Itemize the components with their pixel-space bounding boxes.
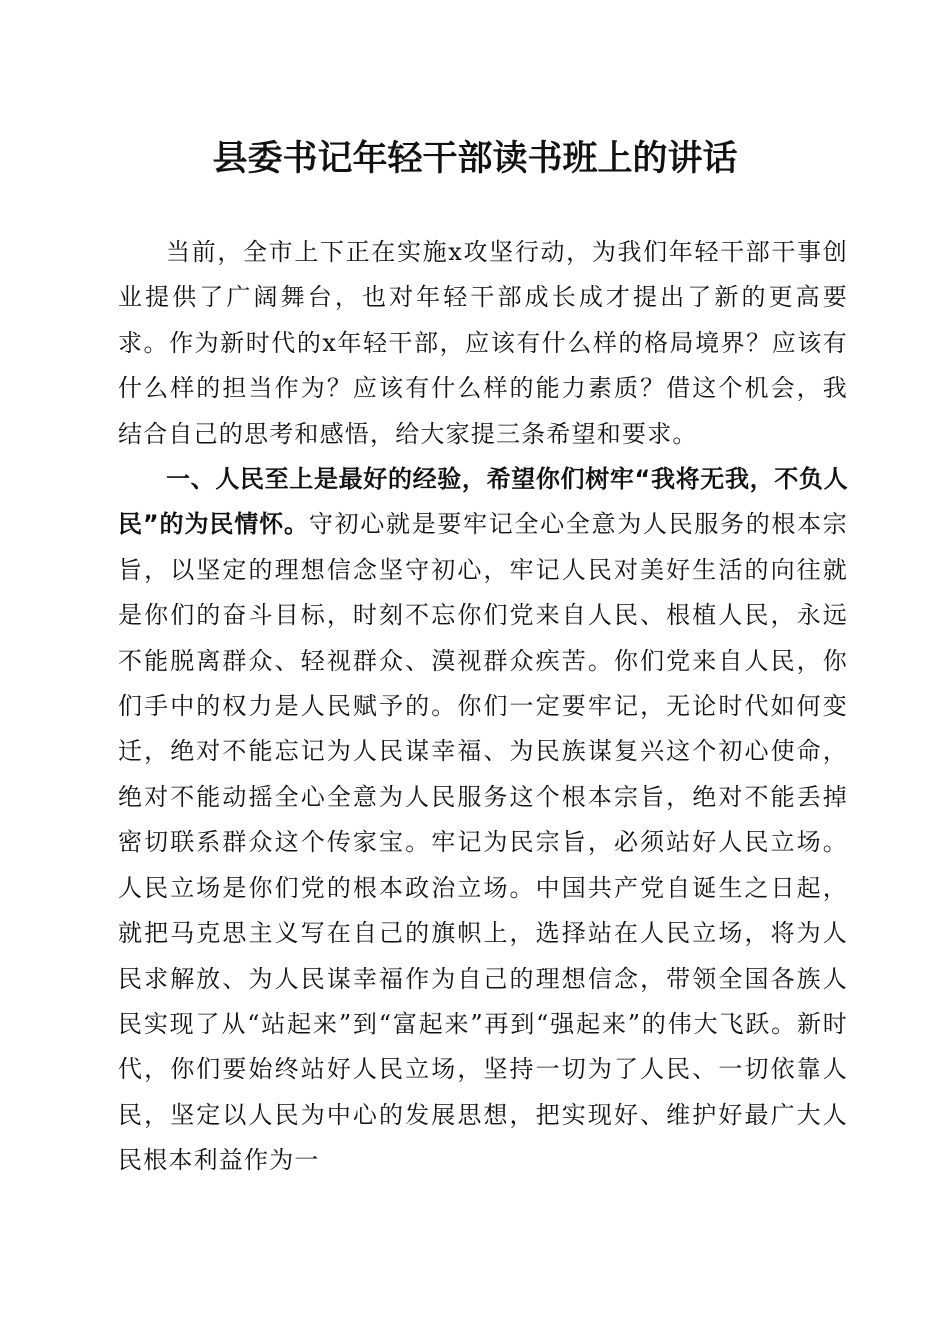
- paragraph-section-one: [118, 457, 848, 1184]
- paragraph-intro-text: 当前，全市上下正在实施x攻坚行动，为我们年轻干部干事创业提供了广阔舞台，也对年轻干部成长成才提出了新的更高要求。作为新时代的x年轻干部，应该有什么样的格局境界？应该有什么样的担当作为？应该有什么样的能力素质？借这个机会，我结合自己的思考和感悟，给大家提三条希望和要求。: [118, 238, 848, 448]
- section-one-text: 守初心就是要牢记全心全意为人民服务的根本宗旨，以坚定的理想信念坚守初心，牢记人民对美好生活的向往就是你们的奋斗目标，时刻不忘你们党来自人民、根植人民，永远不能脱离群众、轻视群众、漠视群众疾苦。你们党来自人民，你们手中的权力是人民赋予的。你们一定要牢记，无论时代如何变迁，绝对不能忘记为人民谋幸福、为民族谋复兴这个初心使命，绝对不能动摇全心全意为人民服务这个根本宗旨，绝对不能丢掉密切联系群众这个传家宝。牢记为民宗旨，必须站好人民立场。人民立场是你们党的根本政治立场。中国共产党自诞生之日起，就把马克思主义写在自己的旗帜上，选择站在人民立场，将为人民求解放、为人民谋幸福作为自己的理想信念，带领全国各族人民实现了从“站起来”到“富起来”再到“强起来”的伟大飞跃。新时代，你们要始终站好人民立场，坚持一切为了人民、一切依靠人民，坚定以人民为中心的发展思想，把实现好、维护好最广大人民根本利益作为一: [118, 510, 848, 1175]
- document-body: [118, 230, 848, 1184]
- paragraph-intro: [118, 230, 848, 457]
- document-title: 县委书记年轻干部读书班上的讲话: [212, 138, 738, 179]
- section-one-heading: 一、人民至上是最好的经验，希望你们树牢“我将无我，不负人民”的为民情怀。: [118, 465, 848, 539]
